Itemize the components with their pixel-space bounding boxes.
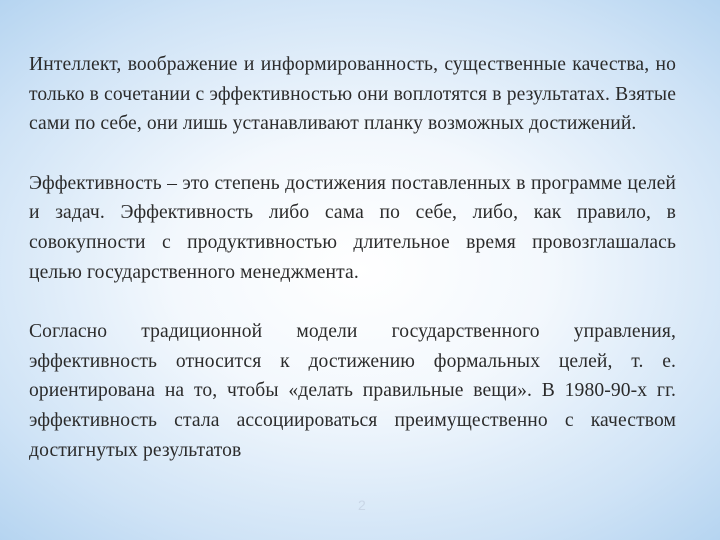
paragraph-traditional-model: Согласно традиционной модели государственного управления, эффективность относится к достижению формальных целей, т. е. ориентирована на то, чтобы «делать правильные вещи». В 1980-90-х гг. эффективность стала ассоциироваться преимущественно с качеством достигнутых результатов <box>29 321 676 461</box>
paragraph-efficiency-definition: Эффективность – это степень достижения поставленных в программе целей и задач. Эффективность либо сама по себе, либо, как правило, в совокупности с продуктивностью длительное время провозглашалась целью государственного менеджмента. <box>29 172 676 283</box>
paragraph-intellect: Интеллект, воображение и информированность, существенные качества, но только в сочетании с эффективностью они воплотятся в результатах. Взятые сами по себе, они лишь устанавливают планку возможных достижений. <box>29 54 676 135</box>
slide-number: 2 <box>358 497 366 513</box>
slide-body <box>29 50 676 465</box>
